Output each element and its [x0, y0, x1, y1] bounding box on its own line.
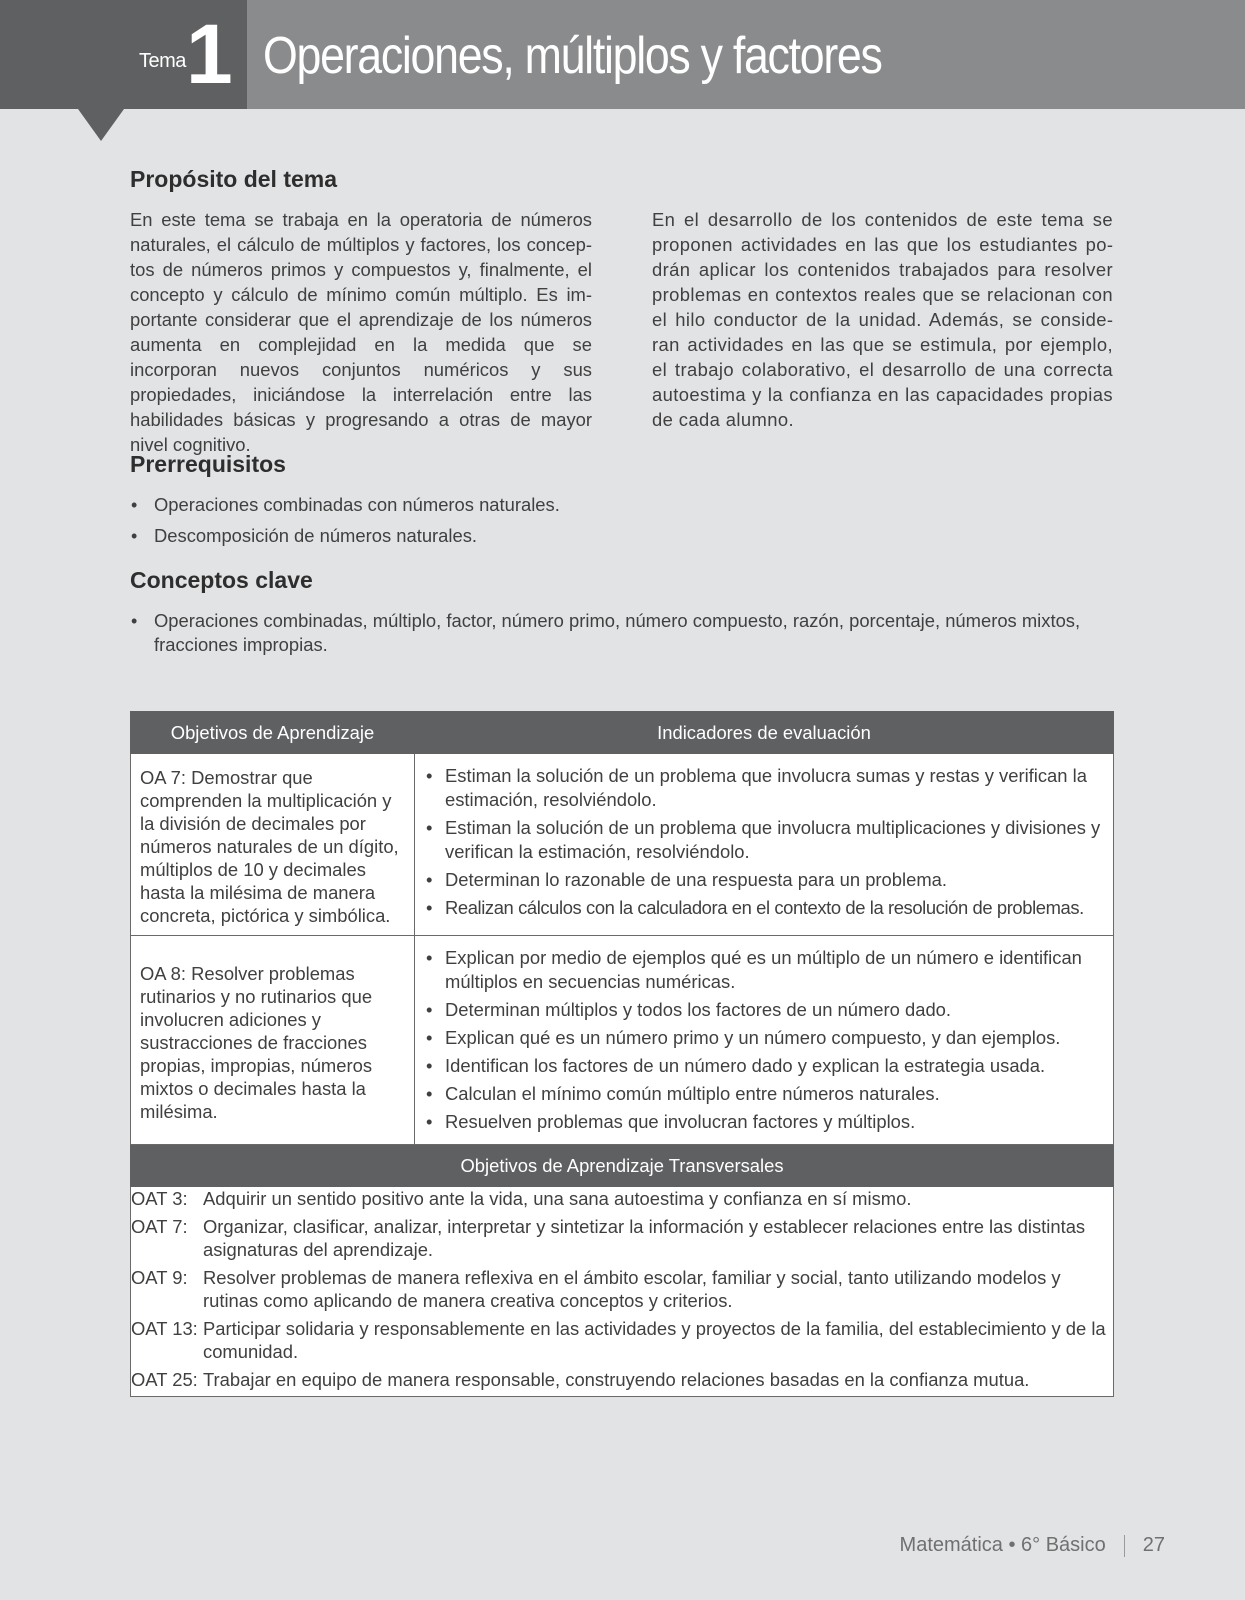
objectives-table	[130, 711, 1114, 1397]
oat-text: Organizar, clasificar, analizar, interpretar y sintetizar la información y establecer relaciones entre las distintas asignaturas del aprendizaje.	[203, 1216, 1086, 1260]
list-item: • Estiman la solución de un problema que involucra multiplicaciones y divisiones y verifican la estimación, resolviéndolo.	[425, 816, 1103, 864]
oat-item	[131, 1187, 1113, 1210]
list-item: • Explican por medio de ejemplos qué es un múltiplo de un número e identifican múltiplos en secuencias numéricas.	[425, 946, 1103, 994]
list-item: • Identifican los factores de un número dado y explican la estrategia usada.	[425, 1054, 1103, 1078]
oat-code: OAT 9:	[131, 1267, 188, 1288]
oa-code: OA 8	[140, 962, 181, 984]
oa-7-text	[131, 754, 414, 935]
list-item: • Resuelven problemas que involucran factores y múltiplos.	[425, 1110, 1103, 1134]
indicators-cell	[415, 754, 1114, 936]
list-item: • Calculan el mínimo común múltiplo entre números naturales.	[425, 1082, 1103, 1106]
list-item: • Operaciones combinadas con números naturales.	[130, 493, 1110, 517]
proposito-col2: En el desarrollo de los contenidos de este tema se proponen actividades en las que los estudiantes podrán aplicar los contenidos trabajados para resolver problemas en contextos reales que se relacionan con el hilo conductor de la unidad. Además, se consideran actividades en las que se estimula, por ejemplo, el trabajo colaborativo, el desarrollo de una correcta autoestima y la confianza en las capacidades propias de cada alumno.	[652, 209, 1113, 430]
oat-code: OAT 13:	[131, 1318, 198, 1339]
conceptos-list	[130, 609, 1120, 657]
table-row	[131, 754, 1114, 936]
proposito-heading: Propósito del tema	[130, 166, 338, 192]
tema-label: Tema	[139, 50, 186, 72]
oat-item	[131, 1317, 1113, 1363]
oa-code: OA 7:	[140, 767, 187, 788]
indicators-list	[415, 936, 1113, 1144]
page-footer	[900, 1534, 1165, 1557]
col-header-indicadores: Indicadores de evaluación	[415, 712, 1114, 754]
oat-code: OAT 3:	[131, 1188, 188, 1209]
oat-cell	[131, 1187, 1114, 1397]
footer-subject: Matemática • 6° Básico	[899, 1534, 1106, 1556]
prerrequisitos-heading: Prerrequisitos	[130, 451, 286, 477]
footer-divider	[1124, 1535, 1125, 1557]
tema-badge-notch	[78, 109, 124, 141]
oat-text: Participar solidaria y responsablemente en las actividades y proyectos de la familia, del establecimiento y de la comunidad.	[203, 1318, 1106, 1362]
proposito-col1: En este tema se trabaja en la operatoria de números naturales, el cálculo de múltiplos y factores, los conceptos de números primos y compuestos y, finalmente, el concepto y cálculo de mínimo común múltiplo. Es importante considerar que el aprendizaje de los números aumenta en complejidad en la medida que se incorporan nuevos conjuntos numéricos y sus propiedades, iniciándose la interrelación entre las habilidades básicas y progresando a otras de mayor nivel cognitivo.	[130, 209, 592, 455]
list-item: • Estiman la solución de un problema que involucra sumas y restas y verifican la estimación, resolviéndolo.	[425, 764, 1103, 812]
table-row	[131, 936, 1114, 1145]
list-item: • Explican qué es un número primo y un número compuesto, y dan ejemplos.	[425, 1026, 1103, 1050]
table-row	[131, 1187, 1114, 1397]
oat-code: OAT 7:	[131, 1216, 188, 1237]
oat-item	[131, 1215, 1113, 1261]
list-item: • Realizan cálculos con la calculadora en el contexto de la resolución de problemas.	[425, 896, 1103, 920]
indicators-list	[415, 754, 1113, 930]
list-item: • Determinan lo razonable de una respuesta para un problema.	[425, 868, 1103, 892]
oa-cell	[131, 936, 415, 1145]
col-header-objetivos: Objetivos de Aprendizaje	[131, 712, 415, 754]
oa-8-text	[131, 950, 414, 1131]
list-item: • Operaciones combinadas, múltiplo, factor, número primo, número compuesto, razón, porcentaje, números mixtos, fracciones impropias.	[130, 609, 1120, 657]
oat-text: Adquirir un sentido positivo ante la vida, una sana autoestima y confianza en sí mismo.	[203, 1188, 912, 1209]
prerrequisitos-list	[130, 493, 1110, 548]
page-number: 27	[1142, 1534, 1165, 1556]
oa-description: Demostrar que comprenden la multiplicación y la división de decimales por números naturales de un dígito, múltiplos de 10 y decimales hasta la milésima de manera concreta, pictórica y simbólica.	[140, 767, 399, 926]
oat-text: Resolver problemas de manera reflexiva en el ámbito escolar, familiar y social, tanto utilizando modelos y rutinas como aplicando de manera creativa conceptos y criterios.	[203, 1267, 1061, 1311]
conceptos-heading: Conceptos clave	[130, 567, 313, 593]
oat-code: OAT 25:	[131, 1369, 198, 1390]
tema-number: 1	[186, 7, 230, 101]
list-item: • Descomposición de números naturales.	[130, 524, 1110, 548]
list-item: • Determinan múltiplos y todos los factores de un número dado.	[425, 998, 1103, 1022]
oa-description: : Resolver problemas rutinarios y no rutinarios que involucren adiciones y sustracciones de fracciones propias, impropias, números mixtos o decimales hasta la milésima.	[140, 962, 373, 1122]
oa-cell	[131, 754, 415, 936]
indicators-cell	[415, 936, 1114, 1145]
oat-header: Objetivos de Aprendizaje Transversales	[131, 1145, 1114, 1187]
oat-item	[131, 1266, 1113, 1312]
oat-text: Trabajar en equipo de manera responsable, construyendo relaciones basadas en la confianza mutua.	[203, 1369, 1030, 1390]
oat-item	[131, 1368, 1113, 1391]
page-title: Operaciones, múltiplos y factores	[263, 27, 882, 85]
